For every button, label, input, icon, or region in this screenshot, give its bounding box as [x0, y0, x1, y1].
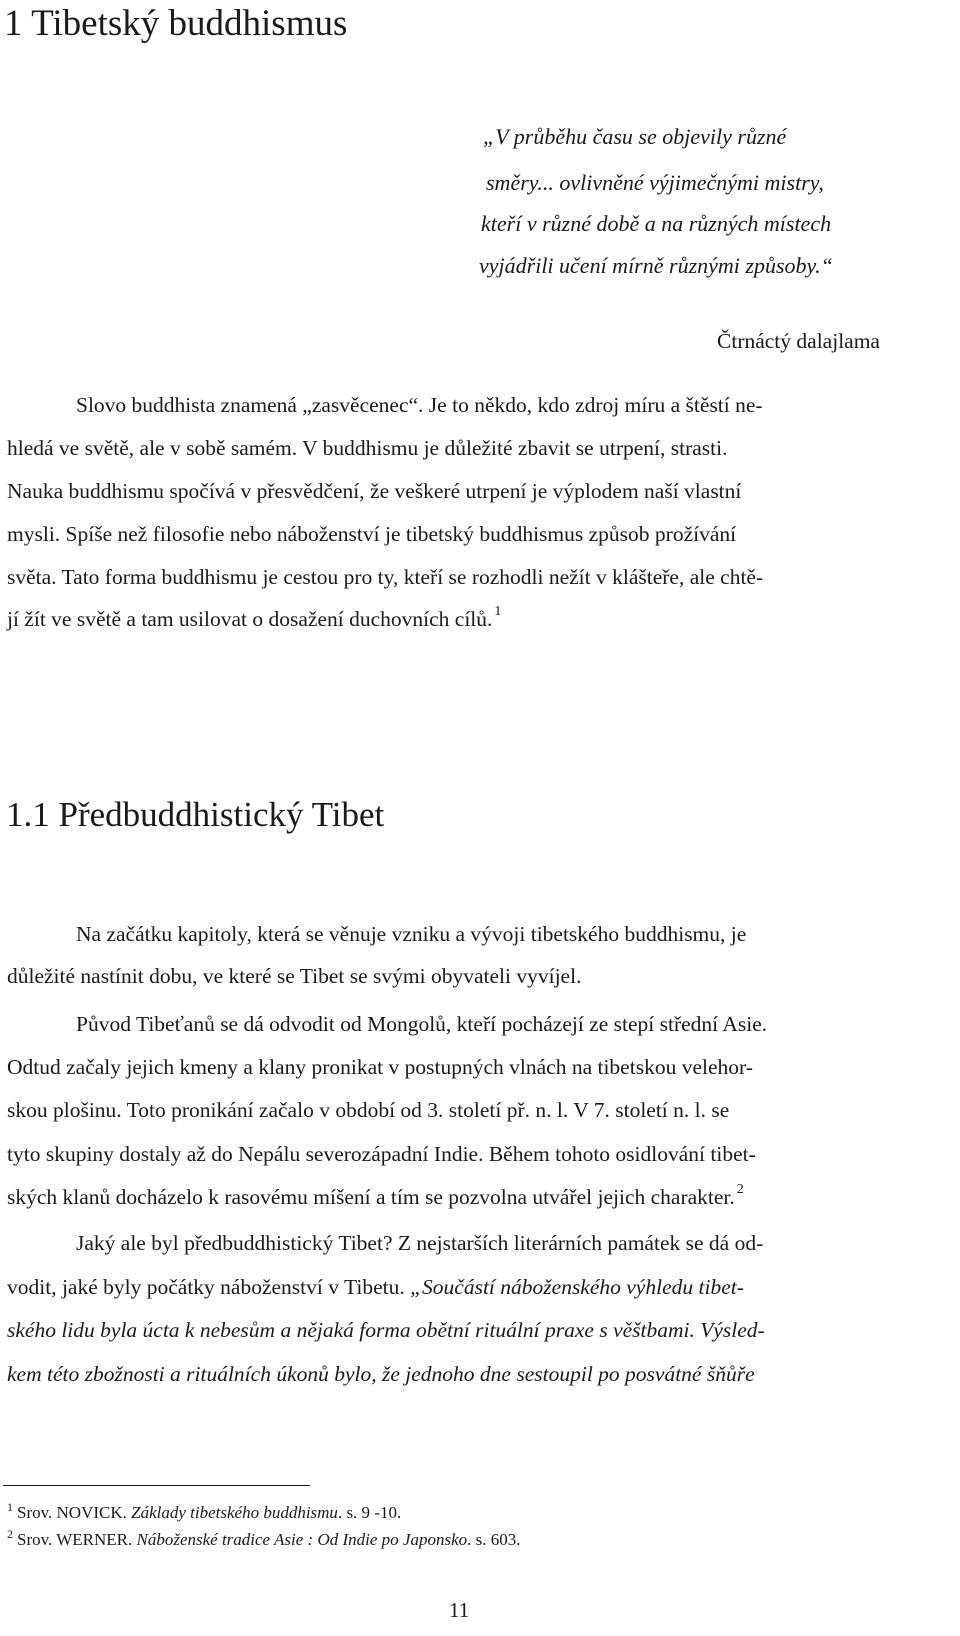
footnote-number: 1: [7, 1500, 13, 1514]
body-line: [7, 1362, 755, 1387]
footnote-prefix: Srov. NOVICK.: [17, 1503, 132, 1522]
body-line: skou plošinu. Toto pronikání začalo v období od 3. století př. n. l. V 7. století n. l. se: [7, 1098, 730, 1122]
intro-line: Nauka buddhismu spočívá v přesvědčení, že veškeré utrpení je výplodem naší vlastní: [7, 479, 742, 503]
footnote-prefix: Srov. WERNER.: [17, 1530, 137, 1549]
quoted-text: kem této zbožnosti a rituálních úkonů bylo, že jednoho dne sestoupil po posvátné šňůře: [7, 1362, 755, 1386]
footnote-suffix: . s. 9 -10.: [337, 1503, 402, 1522]
footnote-number: 2: [7, 1527, 13, 1541]
body-text: vodit, jaké byly počátky náboženství v Tibetu.: [7, 1275, 411, 1299]
body-line: [7, 1182, 744, 1210]
body-line: důležité nastínit dobu, ve které se Tibet se svými obyvateli vyvíjel.: [7, 964, 582, 988]
quoted-text: „Součástí náboženského výhledu tibet-: [410, 1275, 744, 1299]
intro-line: mysli. Spíše než filosofie nebo náboženství je tibetský buddhismus způsob prožívání: [7, 522, 737, 546]
body-line: tyto skupiny dostaly až do Nepálu severozápadní Indie. Během tohoto osidlování tibet-: [7, 1142, 756, 1166]
intro-line: světa. Tato forma buddhismu je cestou pro ty, kteří se rozhodli nežít v klášteře, ale chtě-: [7, 565, 764, 589]
footnote: [7, 1527, 521, 1550]
body-line: [7, 1275, 744, 1300]
footnote-ref: 2: [736, 1182, 744, 1197]
body-line: Odtud začaly jejich kmeny a klany pronikat v postupných vlnách na tibetskou velehor-: [7, 1055, 753, 1079]
footnote-ref: 1: [494, 604, 502, 619]
section-title: 1.1 Předbuddhistický Tibet: [6, 795, 385, 834]
motto-line: „V průběhu času se objevily různé: [483, 124, 787, 149]
motto-author: Čtrnáctý dalajlama: [717, 329, 880, 353]
footnote-suffix: . s. 603.: [467, 1530, 521, 1549]
quoted-text: ského lidu byla úcta k nebesům a nějaká forma obětní rituální praxe s věštbami. Výsled-: [7, 1318, 765, 1342]
body-line-text: ských klanů docházelo k rasovému míšení a tím se pozvolna utvářel jejich charakter.: [7, 1185, 735, 1209]
motto-line: vyjádřili učení mírně různými způsoby.“: [479, 253, 833, 278]
page-number: 11: [449, 1598, 470, 1622]
body-line: Jaký ale byl předbuddhistický Tibet? Z nejstarších literárních památek se dá od-: [76, 1231, 764, 1255]
footnote: [7, 1500, 402, 1523]
footnote-title: Náboženské tradice Asie : Od Indie po Japonsko: [136, 1530, 468, 1549]
footnote-title: Základy tibetského buddhismu: [131, 1503, 338, 1522]
footnote-separator: [3, 1485, 310, 1486]
body-line: Původ Tibeťanů se dá odvodit od Mongolů, kteří pocházejí ze stepí střední Asie.: [76, 1012, 768, 1036]
intro-line: hledá ve světě, ale v sobě samém. V buddhismu je důležité zbavit se utrpení, strasti.: [7, 436, 728, 460]
chapter-title: 1 Tibetský buddhismus: [4, 3, 348, 44]
body-line: [7, 1318, 765, 1343]
motto-line: kteří v různé době a na různých místech: [481, 211, 832, 236]
body-line: Na začátku kapitoly, která se věnuje vzniku a vývoji tibetského buddhismu, je: [76, 922, 747, 946]
intro-line: Slovo buddhista znamená „zasvěcenec“. Je to někdo, kdo zdroj míru a štěstí ne-: [76, 393, 763, 417]
intro-line-text: jí žít ve světě a tam usilovat o dosažení duchovních cílů.: [7, 607, 493, 631]
motto-line: směry... ovlivněné výjimečnými mistry,: [486, 170, 824, 195]
intro-line: [7, 604, 502, 632]
